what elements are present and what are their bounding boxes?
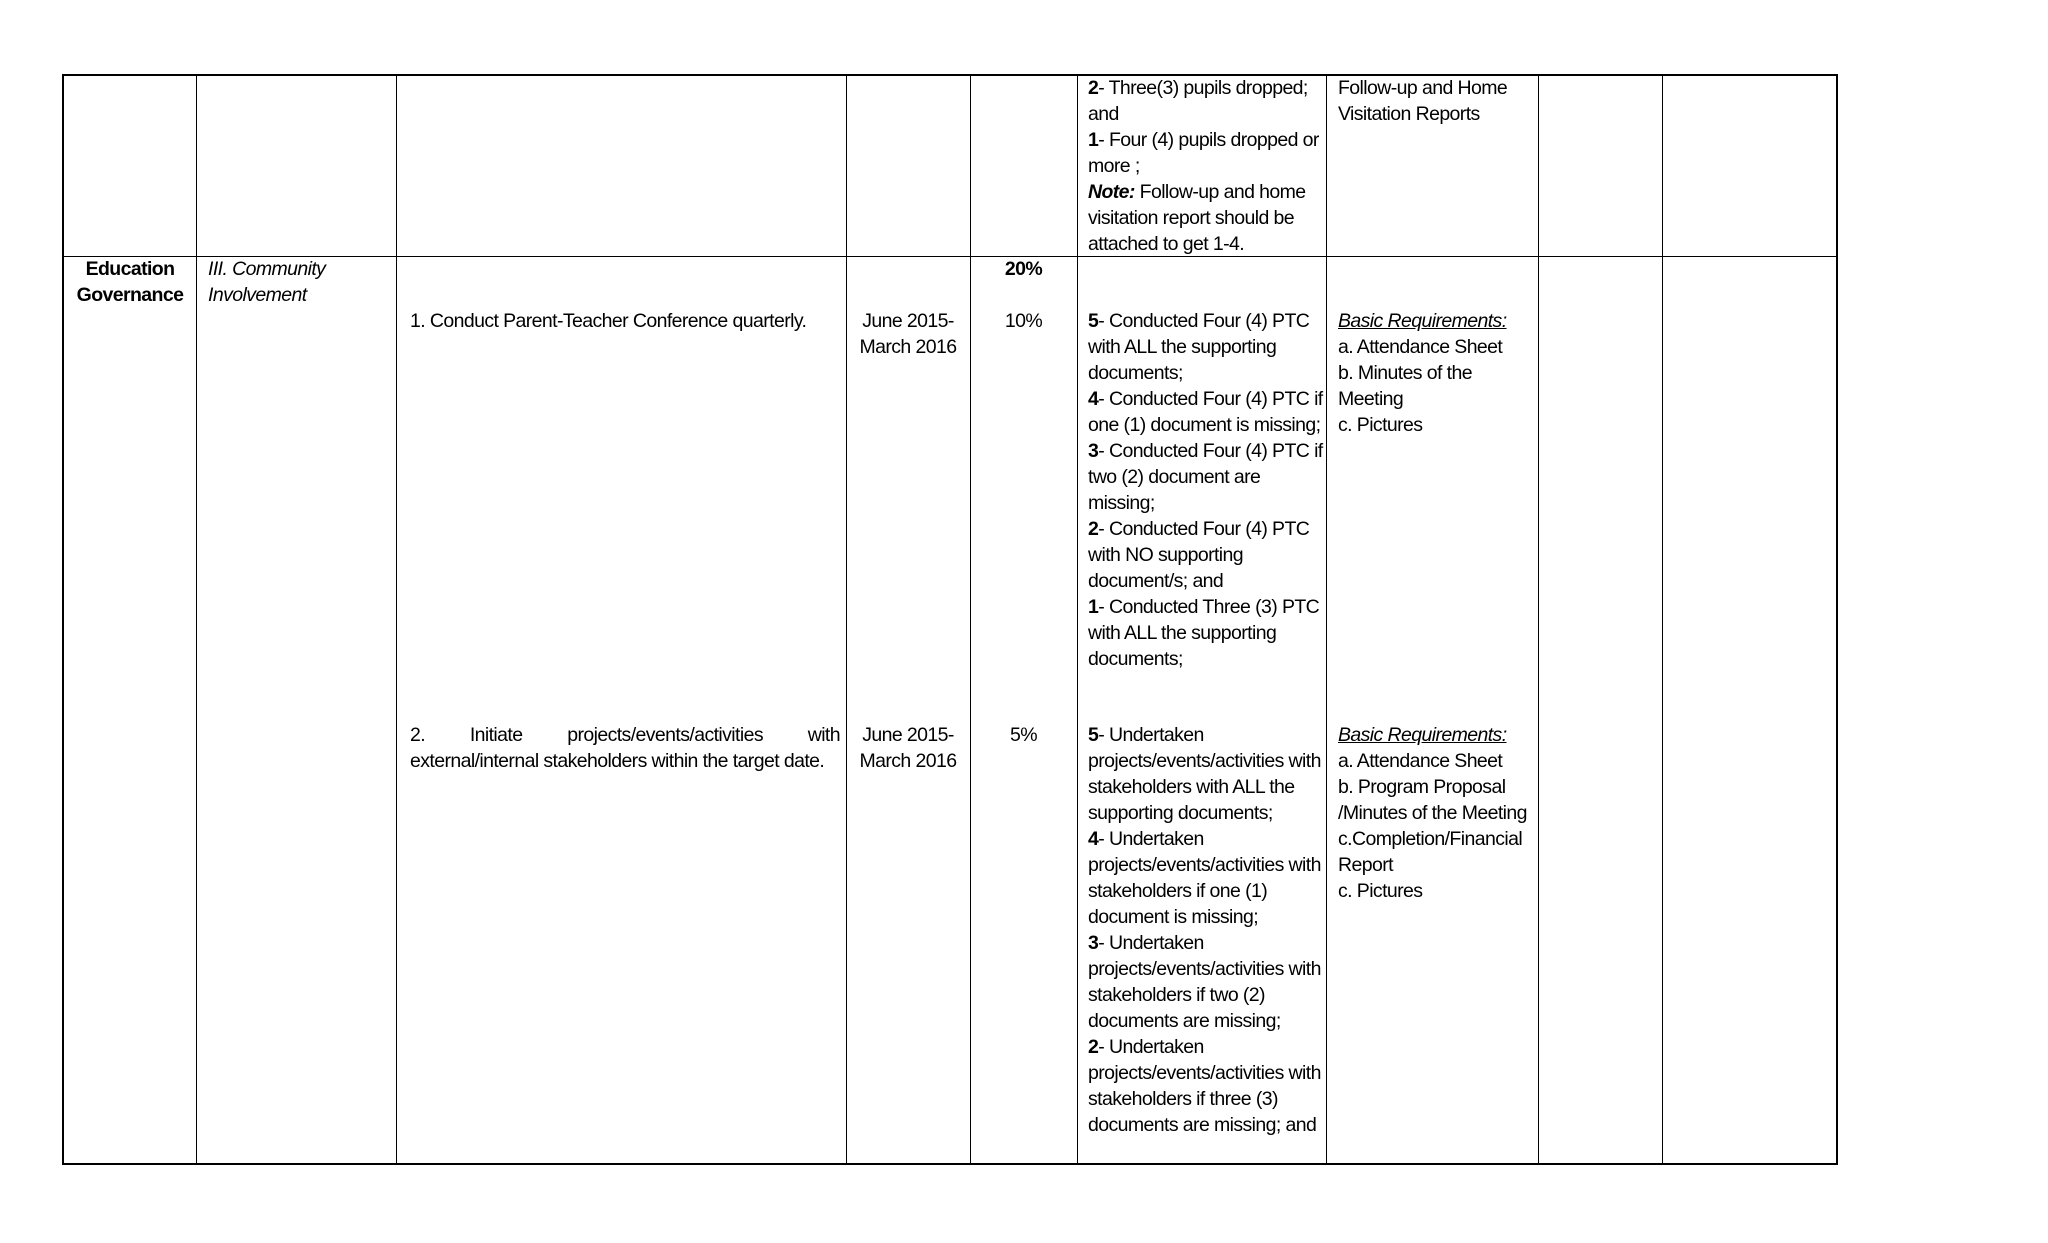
kra-label: Education Governance <box>76 258 184 306</box>
rubric-line: 3- Undertaken projects/events/activities with stakeholders if two (2) documents are missing; <box>1088 932 1321 1032</box>
mov-2 <box>1338 722 1534 904</box>
rubric-2 <box>1088 722 1324 1138</box>
rubric-line: 1- Conducted Three (3) PTC with ALL the supporting documents; <box>1088 596 1320 670</box>
mov-item: c. Pictures <box>1338 880 1423 902</box>
rubric-continued <box>1088 75 1324 257</box>
timeline-2: June 2015-March 2016 <box>859 724 957 772</box>
activity-1: 1. Conduct Parent-Teacher Conference quarterly. <box>410 310 807 332</box>
weight-1: 10% <box>1004 310 1043 332</box>
rubric-line: 2- Conducted Four (4) PTC with NO supporting document/s; and <box>1088 518 1310 592</box>
mov-item: b. Program Proposal /Minutes of the Meeting <box>1338 776 1527 824</box>
mov-item: b. Minutes of the Meeting <box>1338 362 1472 410</box>
mov-title: Basic Requirements: <box>1338 724 1507 746</box>
rubric-line: 4- Undertaken projects/events/activities with stakeholders if one (1) document is missing; <box>1088 828 1321 928</box>
rubric-line: 4- Conducted Four (4) PTC if one (1) document is missing; <box>1088 388 1323 436</box>
rubric-line: 3- Conducted Four (4) PTC if two (2) document are missing; <box>1088 440 1323 514</box>
mov-1 <box>1338 308 1534 438</box>
column-divider <box>1077 76 1078 1163</box>
rubric-line: 2- Three(3) pupils dropped; and <box>1088 77 1308 125</box>
weight-2: 5% <box>1010 724 1037 746</box>
section-weight: 20% <box>1004 258 1043 280</box>
objective-label: III. Community Involvement <box>208 258 326 306</box>
activity-2: 2. Initiate projects/events/activities with external/internal stakeholders within the target date. <box>410 724 840 772</box>
rubric-line: 1- Four (4) pupils dropped or more ; <box>1088 129 1319 177</box>
column-divider <box>846 76 847 1163</box>
timeline-1: June 2015-March 2016 <box>859 310 957 358</box>
rubric-line: 5- Conducted Four (4) PTC with ALL the supporting documents; <box>1088 310 1310 384</box>
rubric-1 <box>1088 308 1324 672</box>
rubric-line: 5- Undertaken projects/events/activities with stakeholders with ALL the supporting documents; <box>1088 724 1321 824</box>
column-divider <box>196 76 197 1163</box>
column-divider <box>396 76 397 1163</box>
mov-item: a. Attendance Sheet <box>1338 336 1503 358</box>
rubric-note: Note: Follow-up and home visitation report should be attached to get 1-4. <box>1088 181 1306 255</box>
column-divider <box>1326 76 1327 1163</box>
mov-item: c.Completion/Financial Report <box>1338 828 1523 876</box>
column-divider <box>970 76 971 1163</box>
mov-item: c. Pictures <box>1338 414 1423 436</box>
mov-item: a. Attendance Sheet <box>1338 750 1503 772</box>
rubric-line: 2- Undertaken projects/events/activities with stakeholders if three (3) documents are missing; and <box>1088 1036 1321 1136</box>
mov-title: Basic Requirements: <box>1338 310 1507 332</box>
column-divider <box>1538 76 1539 1163</box>
mov-continued: Follow-up and Home Visitation Reports <box>1338 77 1508 125</box>
rating-table <box>62 74 1838 1165</box>
column-divider <box>1662 76 1663 1163</box>
